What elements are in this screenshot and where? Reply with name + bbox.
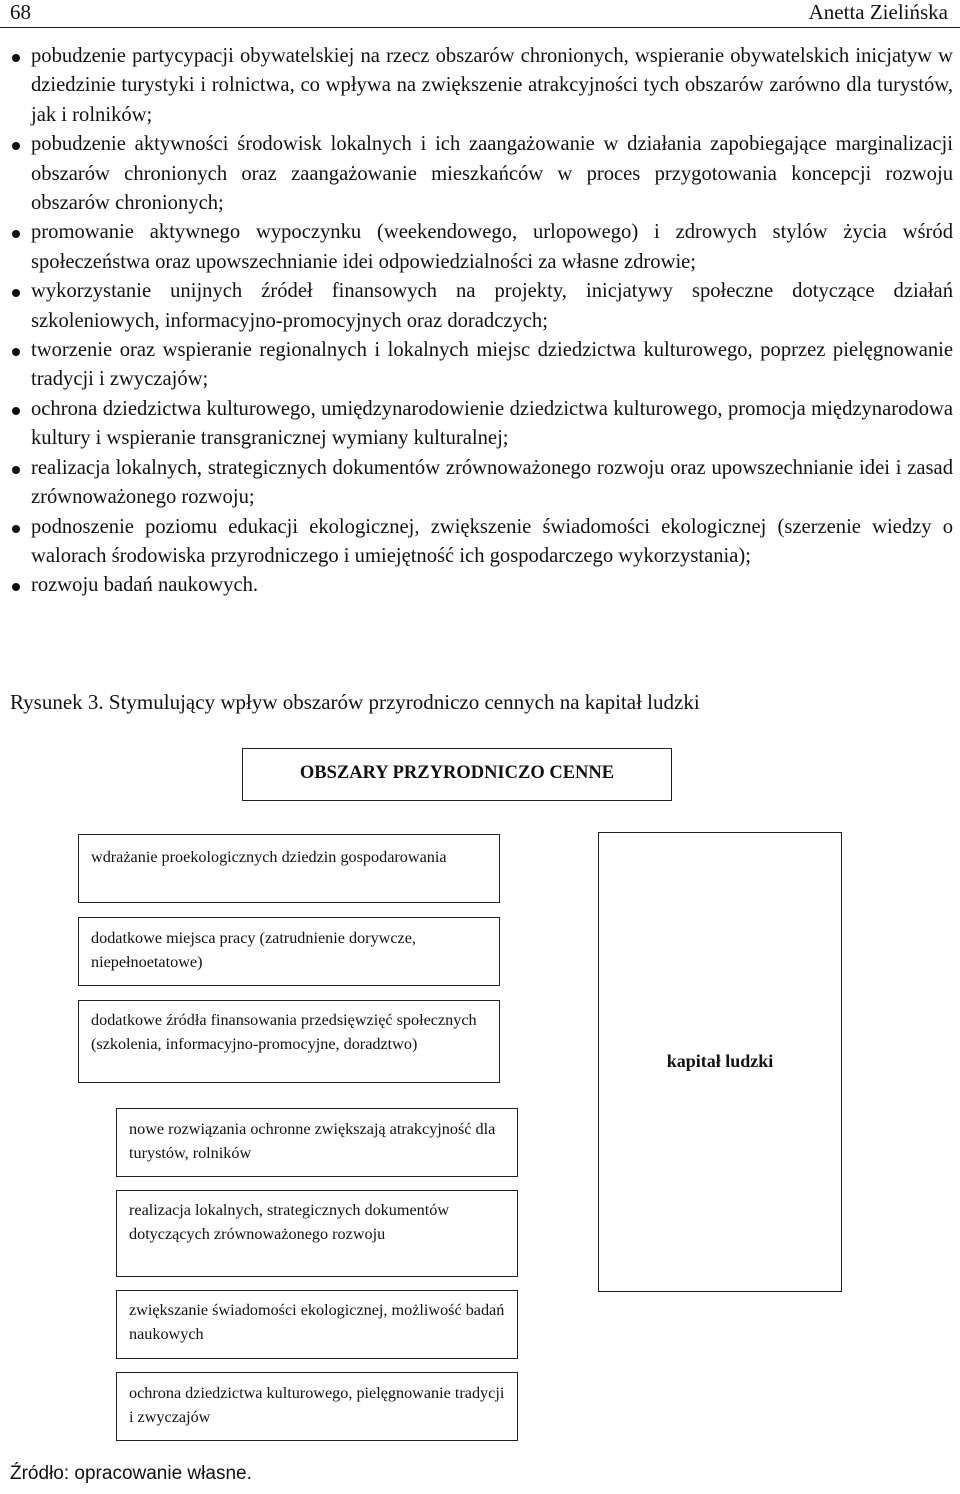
bullet-icon xyxy=(12,54,20,62)
list-item-text: pobudzenie partycypacji obywatelskiej na rzecz obszarów chronionych, wspieranie obywatelskich inicjatyw w dziedzinie turystyki i rolnictwa, co wpływa na zwiększenie atrakcyjności tych obszarów zarówno dla turystów, jak i rolników; xyxy=(31,45,953,126)
factor-box: dodatkowe miejsca pracy (zatrudnienie dorywcze, niepełnoetatowe) xyxy=(78,917,500,986)
list-item-text: wykorzystanie unijnych źródeł finansowych na projekty, inicjatywy społeczne dotyczące działań szkoleniowych, informacyjno-promocyjnych oraz doradczych; xyxy=(31,280,953,332)
list-item xyxy=(10,130,953,218)
list-item-text: promowanie aktywnego wypoczynku (weekendowego, urlopowego) i zdrowych stylów życia wśród społeczeństwa oraz upowszechnianie idei odpowiedzialności za własne zdrowie; xyxy=(31,221,953,273)
list-item-text: tworzenie oraz wspieranie regionalnych i lokalnych miejsc dziedzictwa kulturowego, poprzez pielęgnowanie tradycji i zwyczajów; xyxy=(31,339,953,391)
page-number: 68 xyxy=(10,0,31,24)
list-item xyxy=(10,218,953,277)
bullet-icon xyxy=(12,289,20,297)
factor-box: realizacja lokalnych, strategicznych dokumentów dotyczących zrównoważonego rozwoju xyxy=(116,1190,518,1277)
human-capital-box xyxy=(598,832,842,1292)
factor-box: dodatkowe źródła finansowania przedsięwzięć społecznych (szkolenia, informacyjno-promocyjne, doradztwo) xyxy=(78,1000,500,1083)
page-header xyxy=(0,0,960,28)
bullet-list xyxy=(10,42,953,601)
list-item xyxy=(10,277,953,336)
bullet-icon xyxy=(12,466,20,474)
diagram-title-box: OBSZARY PRZYRODNICZO CENNE xyxy=(242,748,672,801)
human-capital-label: kapitał ludzki xyxy=(666,1051,774,1072)
list-item-text: podnoszenie poziomu edukacji ekologicznej, zwiększenie świadomości ekologicznej (szerzenie wiedzy o walorach środowiska przyrodniczego i umiejętność ich gospodarczego wykorzystania); xyxy=(31,515,953,567)
list-item-text: rozwoju badań naukowych. xyxy=(31,574,259,597)
list-item xyxy=(10,454,953,513)
list-item-text: realizacja lokalnych, strategicznych dokumentów zrównoważonego rozwoju oraz upowszechnianie idei i zasad zrównoważonego rozwoju; xyxy=(31,456,953,509)
list-item-text: ochrona dziedzictwa kulturowego, umiędzynarodowienie dziedzictwa kulturowego, promocja międzynarodowa kultury i wspieranie transgranicznej wymiany kulturalnej; xyxy=(31,397,953,450)
bullet-icon xyxy=(12,525,20,533)
list-item xyxy=(10,336,953,395)
bullet-icon xyxy=(12,407,20,415)
list-item xyxy=(10,571,953,600)
bullet-icon xyxy=(12,348,20,356)
list-item xyxy=(10,513,953,572)
list-item xyxy=(10,395,953,454)
figure-source: Źródło: opracowanie własne. xyxy=(10,1463,252,1484)
list-item xyxy=(10,42,953,130)
bullet-icon xyxy=(12,583,20,591)
factor-box: wdrażanie proekologicznych dziedzin gospodarowania xyxy=(78,834,500,903)
bullet-icon xyxy=(12,142,20,150)
bullet-icon xyxy=(12,230,20,238)
factor-box: ochrona dziedzictwa kulturowego, pielęgnowanie tradycji i zwyczajów xyxy=(116,1372,518,1441)
factor-box: nowe rozwiązania ochronne zwiększają atrakcyjność dla turystów, rolników xyxy=(116,1108,518,1177)
running-author: Anetta Zielińska xyxy=(808,0,948,24)
factor-box: zwiększanie świadomości ekologicznej, możliwość badań naukowych xyxy=(116,1290,518,1359)
figure-caption: Rysunek 3. Stymulujący wpływ obszarów przyrodniczo cennych na kapitał ludzki xyxy=(10,690,700,714)
list-item-text: pobudzenie aktywności środowisk lokalnych i ich zaangażowanie w działania zapobiegające marginalizacji obszarów chronionych oraz zaangażowanie mieszkańców w proces przygotowania koncepcji rozwoju obszarów chronionych; xyxy=(31,133,953,215)
